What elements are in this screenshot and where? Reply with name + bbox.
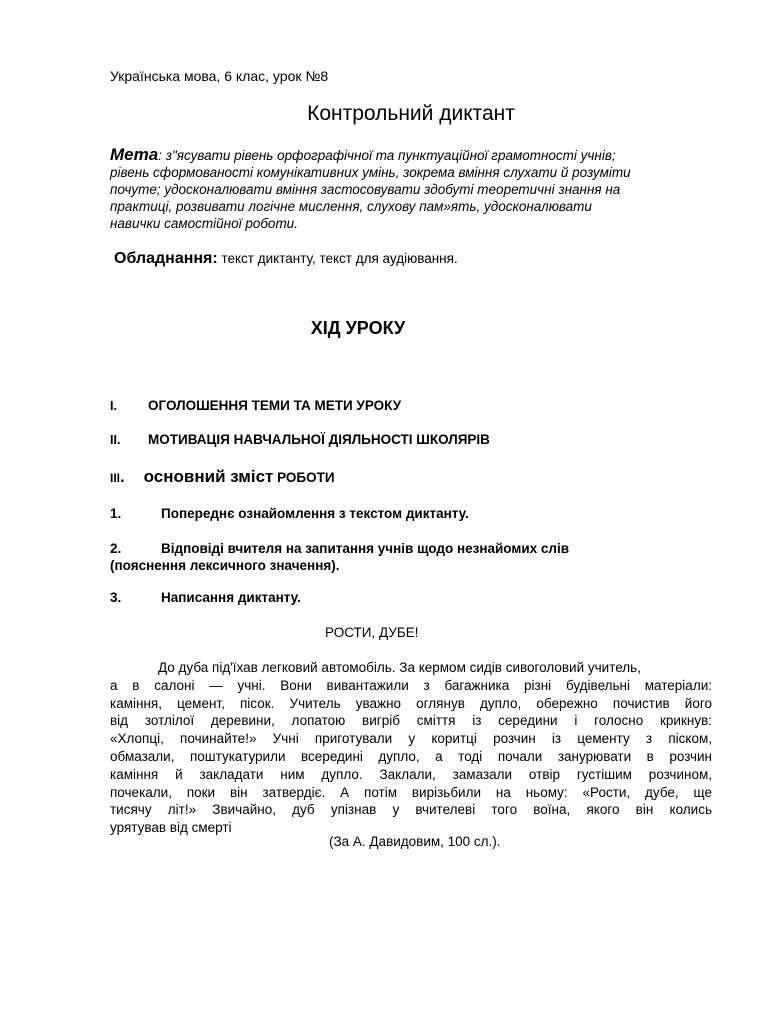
dictation-line: каміння, цемент, пісок. Учитель уважно оглянув дупло, обережно почистив його [110,695,712,711]
goal-line: навички самостійної роботи. [110,216,298,231]
document-header: Українська мова, 6 клас, урок №8 [110,68,329,84]
section-number: II. [110,433,121,447]
section-title-suffix: РОБОТИ [273,470,335,485]
dictation-text [110,659,712,837]
equipment-label: Обладнання: [114,250,218,267]
section-title: МОТИВАЦІЯ НАВЧАЛЬНОЇ ДІЯЛЬНОСТІ ШКОЛЯРІВ [148,432,490,447]
goal-label: Мета [110,145,159,164]
goal-line [110,146,710,164]
dictation-line: почекали, поки він затвердіє. А потім вирізьбили на ньому: «Рости, дубе, ще [110,784,712,800]
dictation-line: від зотлілої деревини, лопатою вигріб сміття із середини і голосно крикнув: [110,713,712,729]
step-item [110,506,469,521]
step-text: Відповіді вчителя на запитання учнів щодо незнайомих слів [161,541,570,556]
equipment-line [114,250,458,268]
section-number: I. [110,399,117,413]
section-title: . основний зміст [120,467,274,486]
dictation-line: «Хлопці, починайте!» Учні приготували у коритці розчин із цементу з піском, [110,731,712,747]
lesson-heading: ХІД УРОКУ [310,318,406,338]
equipment-text: текст диктанту, текст для аудіювання. [217,251,458,266]
dictation-line: обмазали, поштукатурили всередині дупло, а тоді почали занурювати в розчин [110,748,712,764]
step-text: Попереднє ознайомлення з текстом диктанту. [161,506,469,521]
step-number: 3. [110,590,122,605]
step-item [110,590,301,605]
section-number: III [110,471,121,485]
step-item [110,540,569,574]
dictation-title: РОСТИ, ДУБЕ! [325,625,419,640]
goal-line: рівень сформованості комунікативних умінь, зокрема вміння слухати й розуміти [110,165,631,180]
goal-line: практиці, розвивати логічне мислення, слухову пам»ять, удосконалювати [110,199,592,214]
step-number: 1. [110,506,122,521]
goal-text: : з"ясувати рівень орфографічної та пунктуаційної грамотності учнів; [158,148,616,163]
section-heading [110,432,490,447]
document-title: Контрольний диктант [307,102,515,125]
section-heading [110,467,335,487]
dictation-line: каміння й закладати ним дупло. Заклали, замазали отвір густішим розчином, [110,766,712,782]
dictation-source: (За А. Давидовим, 100 сл.). [329,834,501,849]
step-text: Написання диктанту. [161,590,301,605]
step-text-continued: (пояснення лексичного значення). [110,558,340,573]
dictation-line: урятував від смерті [110,820,232,836]
dictation-line: тисячу літ!» Звичайно, дуб упізнав у вчителеві того воїна, якого він колись [110,802,712,818]
step-number: 2. [110,541,122,556]
goal-line: почуте; удосконалювати вміння застосовувати здобуті теоретичні знання на [110,182,621,197]
goal-paragraph [110,146,710,232]
dictation-line: До дуба під'їхав легковий автомобіль. За кермом сидів сивоголовий учитель, [158,660,641,675]
section-heading [110,398,401,413]
section-title: ОГОЛОШЕННЯ ТЕМИ ТА МЕТИ УРОКУ [148,398,402,413]
dictation-line: а в салоні — учні. Вони вивантажили з багажника різні будівельні матеріали: [110,677,712,693]
